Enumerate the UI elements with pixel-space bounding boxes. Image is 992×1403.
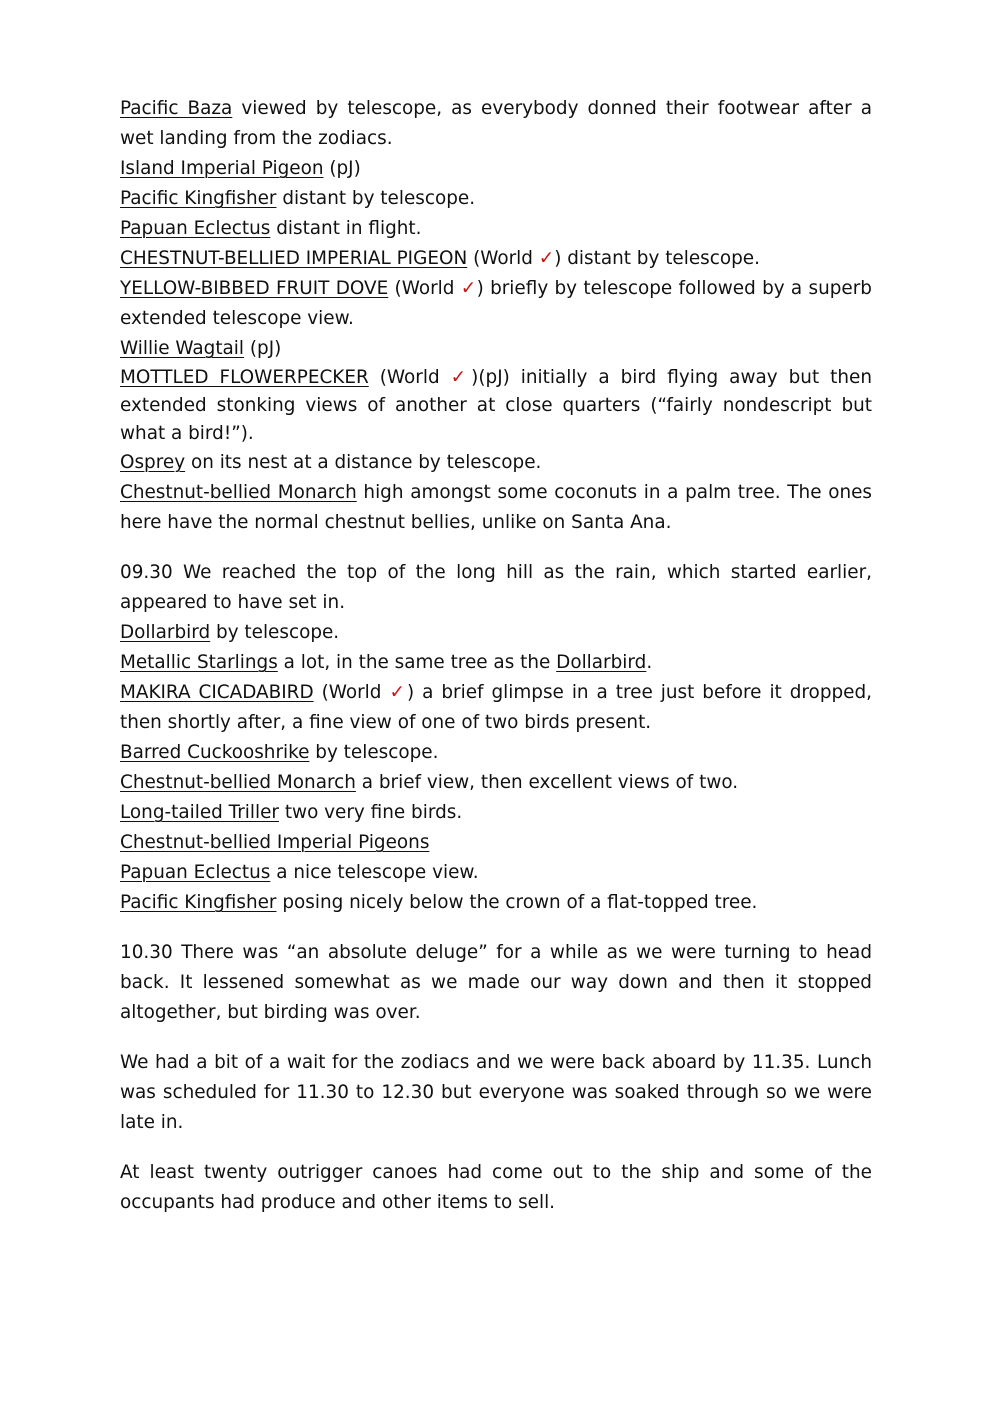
checkmark-icon: ✓: [389, 682, 407, 703]
paragraph-gap: [120, 1028, 872, 1048]
text-entry: [120, 214, 872, 244]
entry-text: At least twenty outrigger canoes had come out to the ship and some of the occupants had produce and other items to sell.: [120, 1162, 872, 1213]
text-entry: [120, 938, 872, 1028]
text-entry: [120, 738, 872, 768]
entry-text: distant by telescope.: [276, 188, 476, 209]
entry-text: (pJ): [244, 338, 282, 359]
text-entry: [120, 798, 872, 828]
species-name: Papuan Eclectus: [120, 218, 271, 239]
entry-text: by telescope.: [210, 622, 340, 643]
species-name: CHESTNUT-BELLIED IMPERIAL PIGEON: [120, 248, 468, 269]
text-entry: [120, 618, 872, 648]
entry-text: ) briefly by telescope followed by a superb extended telescope view.: [120, 278, 872, 329]
entry-text: (pJ): [323, 158, 361, 179]
entry-text: high amongst some coconuts in a palm tree. The ones here have the normal chestnut bellies, unlike on Santa Ana.: [120, 482, 872, 533]
document-page: [120, 94, 872, 1218]
species-name: Willie Wagtail: [120, 338, 245, 359]
text-entry: [120, 478, 872, 538]
paragraph-gap: [120, 538, 872, 558]
entry-text: (World: [313, 682, 390, 703]
text-entry: [120, 274, 872, 334]
species-name: MOTTLED FLOWERPECKER: [120, 367, 369, 388]
entry-text: two very fine birds.: [278, 802, 463, 823]
entry-text: by telescope.: [309, 742, 439, 763]
entry-text: ) distant by telescope.: [554, 248, 760, 269]
entry-text: posing nicely below the crown of a flat-topped tree.: [276, 892, 758, 913]
species-name: MAKIRA CICADABIRD: [120, 682, 314, 703]
species-name: Chestnut-bellied Monarch: [120, 772, 356, 793]
species-name: Dollarbird: [556, 652, 647, 673]
entry-text: (World: [467, 248, 539, 269]
entry-text: 10.30 There was “an absolute deluge” for a while as we were turning to head back. It lessened somewhat as we made our way down and then it stopped altogether, but birding was over.: [120, 942, 872, 1023]
species-name: Pacific Baza: [120, 98, 233, 119]
entry-text: )(pJ) initially a bird flying away but then extended stonking views of another at close quarters (“fairly nondescript but what a bird!”).: [120, 367, 872, 444]
text-entry: [120, 364, 872, 448]
species-name: Chestnut-bellied Imperial Pigeons: [120, 832, 430, 853]
species-name: Metallic Starlings: [120, 652, 278, 673]
entry-text: distant in flight.: [270, 218, 422, 239]
text-entry: [120, 184, 872, 214]
text-entry: [120, 858, 872, 888]
text-entry: [120, 678, 872, 738]
species-name: Osprey: [120, 452, 186, 473]
species-name: Barred Cuckooshrike: [120, 742, 310, 763]
entry-text: (World: [388, 278, 461, 299]
entry-text: ) a brief glimpse in a tree just before it dropped, then shortly after, a fine view of one of two birds present.: [120, 682, 872, 733]
entry-text: We had a bit of a wait for the zodiacs and we were back aboard by 11.35. Lunch was scheduled for 11.30 to 12.30 but everyone was soaked through so we were late in.: [120, 1052, 872, 1133]
entry-text: 09.30 We reached the top of the long hill as the rain, which started earlier, appeared to have set in.: [120, 562, 872, 613]
species-name: Chestnut-bellied Monarch: [120, 482, 357, 503]
entry-text: (World: [368, 367, 451, 388]
checkmark-icon: ✓: [460, 278, 477, 299]
text-entry: [120, 1048, 872, 1138]
text-entry: [120, 888, 872, 918]
text-entry: [120, 648, 872, 678]
entry-text: a brief view, then excellent views of two.: [355, 772, 739, 793]
entry-text: .: [646, 652, 653, 673]
species-name: Papuan Eclectus: [120, 862, 271, 883]
species-name: Pacific Kingfisher: [120, 188, 277, 209]
species-name: Island Imperial Pigeon: [120, 158, 324, 179]
paragraph-gap: [120, 1138, 872, 1158]
text-entry: [120, 558, 872, 618]
species-name: Dollarbird: [120, 622, 211, 643]
entry-text: a nice telescope view.: [270, 862, 479, 883]
text-entry: [120, 1158, 872, 1218]
species-name: YELLOW-BIBBED FRUIT DOVE: [120, 278, 389, 299]
text-entry: [120, 828, 872, 858]
paragraph-gap: [120, 918, 872, 938]
species-name: Pacific Kingfisher: [120, 892, 277, 913]
species-name: Long-tailed Triller: [120, 802, 279, 823]
text-entry: [120, 448, 872, 478]
text-entry: [120, 244, 872, 274]
entry-text: a lot, in the same tree as the: [277, 652, 557, 673]
text-entry: [120, 768, 872, 798]
text-entry: [120, 94, 872, 154]
checkmark-icon: ✓: [450, 367, 472, 388]
entry-text: viewed by telescope, as everybody donned their footwear after a wet landing from the zodiacs.: [120, 98, 872, 149]
text-entry: [120, 154, 872, 184]
entry-text: on its nest at a distance by telescope.: [185, 452, 542, 473]
checkmark-icon: ✓: [538, 248, 555, 269]
text-entry: [120, 334, 872, 364]
